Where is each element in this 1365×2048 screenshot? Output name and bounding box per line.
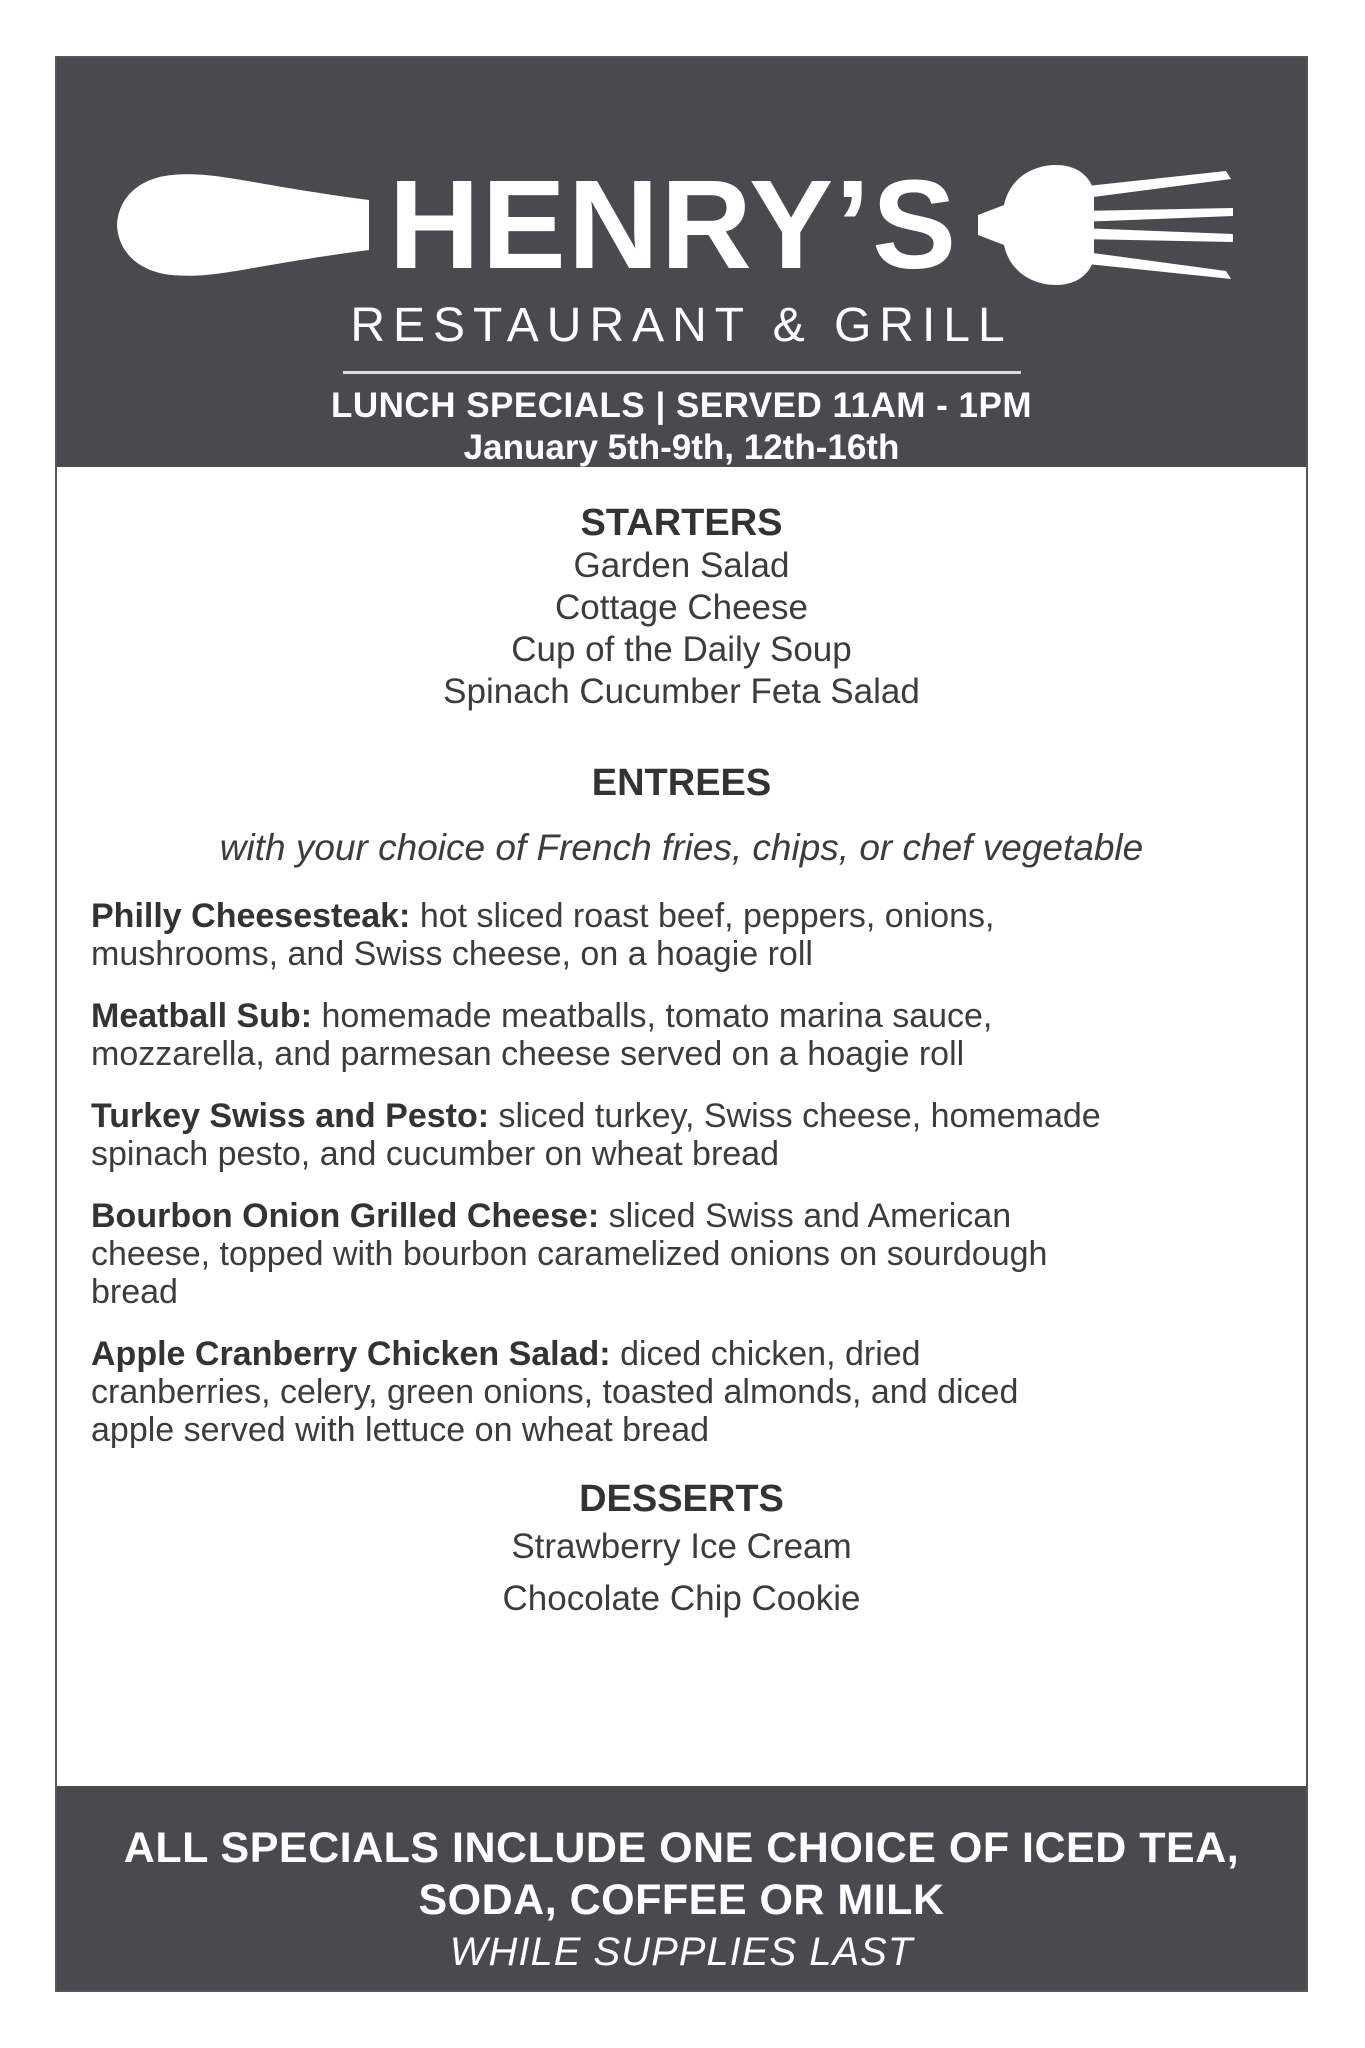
- spoon-icon: [117, 170, 369, 280]
- starter-item: Cottage Cheese: [555, 588, 808, 627]
- starter-item: Garden Salad: [573, 546, 790, 585]
- desserts-title: DESSERTS: [579, 1478, 784, 1520]
- brand-subtitle: RESTAURANT & GRILL: [350, 299, 1013, 352]
- entree-description: hot sliced roast beef, peppers, onions, mushrooms, and Swiss cheese, on a hoagie roll: [91, 897, 995, 973]
- entree-name: Bourbon Onion Grilled Cheese:: [91, 1197, 600, 1235]
- header-banner: [57, 58, 1306, 467]
- entree-item: [91, 1097, 1101, 1173]
- fork-icon: [978, 163, 1246, 287]
- section-entrees: [57, 761, 1306, 1449]
- footer-line3: WHILE SUPPLIES LAST: [449, 1930, 914, 1974]
- entrees-list: [91, 897, 1101, 1449]
- entree-description: diced chicken, dried cranberries, celery, green onions, toasted almonds, and diced apple served with lettuce on wheat bread: [91, 1335, 1019, 1449]
- desserts-list: [57, 1521, 1306, 1625]
- entree-name: Turkey Swiss and Pesto:: [91, 1097, 490, 1135]
- brand-name: HENRY’S: [388, 154, 959, 295]
- dessert-item: Strawberry Ice Cream: [511, 1527, 852, 1566]
- entree-name: Meatball Sub:: [91, 997, 313, 1035]
- starters-title: STARTERS: [580, 502, 783, 544]
- entrees-title: ENTREES: [591, 762, 772, 804]
- entree-description: sliced turkey, Swiss cheese, homemade spinach pesto, and cucumber on wheat bread: [91, 1097, 1101, 1173]
- entree-item: [91, 997, 1101, 1073]
- entree-description: homemade meatballs, tomato marina sauce, mozzarella, and parmesan cheese served on a hoagie roll: [91, 997, 993, 1073]
- entree-item: [91, 1197, 1101, 1311]
- starters-list: [57, 545, 1306, 713]
- section-desserts: [57, 1477, 1306, 1625]
- section-starters: [57, 501, 1306, 713]
- specials-line: LUNCH SPECIALS | SERVED 11AM - 1PM: [330, 386, 1032, 425]
- footer-line1: ALL SPECIALS INCLUDE ONE CHOICE OF ICED TEA,: [123, 1824, 1240, 1872]
- entree-item: [91, 897, 1101, 973]
- entree-item: [91, 1335, 1101, 1449]
- brand-logo: [57, 154, 1306, 295]
- entree-description: sliced Swiss and American cheese, topped with bourbon caramelized onions on sourdough bread: [91, 1197, 1048, 1311]
- entree-name: Apple Cranberry Chicken Salad:: [91, 1335, 611, 1373]
- dates-line: January 5th-9th, 12th-16th: [463, 428, 900, 467]
- header-divider: [343, 371, 1021, 374]
- menu-page: [55, 56, 1308, 1992]
- footer-line2: SODA, COFFEE OR MILK: [418, 1876, 945, 1924]
- starter-item: Cup of the Daily Soup: [511, 630, 852, 669]
- entree-name: Philly Cheesesteak:: [91, 897, 411, 935]
- dessert-item: Chocolate Chip Cookie: [502, 1579, 861, 1618]
- footer-banner: [57, 1786, 1306, 1990]
- menu-body: [57, 467, 1306, 1786]
- entrees-note: with your choice of French fries, chips, or chef vegetable: [219, 827, 1144, 868]
- starter-item: Spinach Cucumber Feta Salad: [443, 672, 920, 711]
